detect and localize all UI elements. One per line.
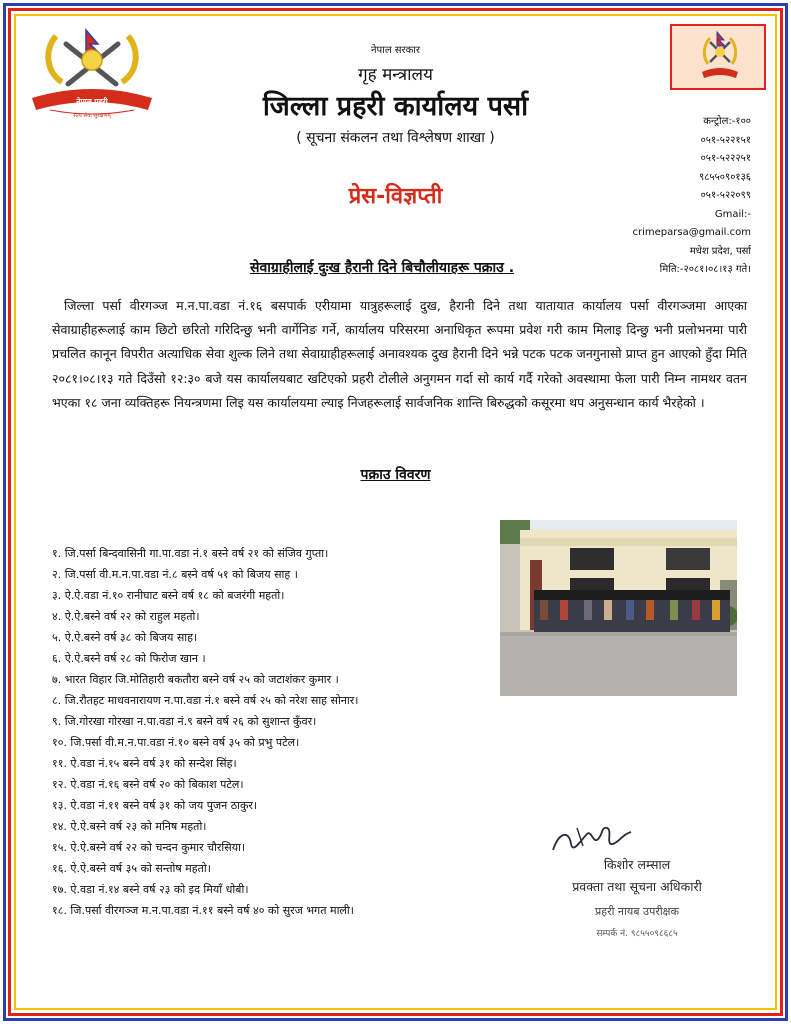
list-item: १४. ऐ.ऐ.बस्ने वर्ष २३ को मनिष महतो। <box>52 820 207 833</box>
email-label: Gmail:- <box>714 208 751 220</box>
ministry-label: गृह मन्त्रालय <box>358 65 433 85</box>
province-label: मधेश प्रदेश, पर्सा <box>689 245 751 257</box>
list-item: २. जि.पर्सा वी.म.न.पा.वडा नं.८ बस्ने वर्ष ५१ को बिजय साह । <box>52 568 298 581</box>
signature-block <box>537 814 737 954</box>
signatory-role: प्रवक्ता तथा सूचना अधिकारी <box>572 879 702 894</box>
signatory-rank: प्रहरी नायब उपरीक्षक <box>594 905 679 918</box>
list-item: १२. ऐ.वडा नं.१६ बस्ने वर्ष २० को बिकाश पटेल। <box>52 778 244 791</box>
list-item: ८. जि.रौतहट माधवनारायण न.पा.वडा नं.१ बस्ने वर्ष २५ को नरेश साह सोनार। <box>52 694 359 707</box>
handwritten-signature <box>547 820 637 860</box>
signatory-phone: सम्पर्क नं. ९८५५०९८६८५ <box>596 929 678 939</box>
list-item: १३. ऐ.वडा नं.११ बस्ने वर्ष ३१ को जय पुजन ठाकुर। <box>52 799 258 812</box>
list-item: ४. ऐ.ऐ.बस्ने वर्ष २२ को राहुल महतो। <box>52 610 200 623</box>
list-item: १०. जि.पर्सा वी.म.न.पा.वडा नं.१० बस्ने वर्ष ३५ को प्रभु पटेल। <box>52 736 300 749</box>
svg-text:नेपाल प्रहरी: नेपाल प्रहरी <box>76 97 108 106</box>
phone-number: ९८५५०९०१३६ <box>699 171 751 183</box>
press-release-title: प्रेस-विज्ञप्ती <box>348 184 443 209</box>
news-headline: सेवाग्राहीलाई दुःख हैरानी दिने बिचौलीयाहरू पक्राउ . <box>250 260 515 276</box>
date-label: मिति:-२०८१।०८।१३ गते। <box>659 264 751 275</box>
list-item: ११. ऐ.वडा नं.१५ बस्ने वर्ष ३१ को सन्देश सिंह। <box>52 757 237 770</box>
list-item: १७. ऐ.वडा नं.१४ बस्ने वर्ष २३ को इद मियाँ धोबी। <box>52 883 249 896</box>
list-item: १६. ऐ.ऐ.बस्ने वर्ष ३५ को सन्तोष महतो। <box>52 862 211 875</box>
government-label: नेपाल सरकार <box>371 45 420 56</box>
phone-number: ०५१-५२२२५१ <box>700 153 751 164</box>
arrest-section-title: पक्राउ विवरण <box>360 467 431 483</box>
svg-text:सत्य सेवा सुरक्षणम्: सत्य सेवा सुरक्षणम् <box>73 113 111 119</box>
list-item: १. जि.पर्सा बिन्दवासिनी गा.पा.वडा नं.१ बस्ने वर्ष २१ को संजिव गुप्ता। <box>52 547 329 560</box>
list-item: ६. ऐ.ऐ.बस्ने वर्ष २८ को फिरोज खान । <box>52 652 206 665</box>
phone-number: ०५१-५२२१५१ <box>700 134 751 146</box>
arrest-group-photo <box>500 520 737 696</box>
control-number: कन्ट्रोल:-१०० <box>703 116 751 127</box>
phone-number: ०५१-५२२०९९ <box>700 190 751 201</box>
list-item: ७. भारत विहार जि.मोतिहारी बकतौरा बस्ने वर्ष २५ को जटाशंकर कुमार । <box>52 673 339 686</box>
office-title: जिल्ला प्रहरी कार्यालय पर्सा <box>262 91 529 122</box>
signatory-name: किशोर लम्साल <box>603 857 671 872</box>
arrest-list <box>52 543 358 921</box>
list-item: १५. ऐ.ऐ.बस्ने वर्ष २२ को चन्दन कुमार चौरसिया। <box>52 841 246 854</box>
list-item: ५. ऐ.ऐ.बस्ने वर्ष ३८ को बिजय साह। <box>52 631 198 644</box>
list-item: ९. जि.गोरखा गोरखा न.पा.वडा नं.९ बस्ने वर्ष २६ को सुशान्त कुँवर। <box>52 715 317 728</box>
list-item: १८. जि.पर्सा वीरगञ्ज म.न.पा.वडा नं.११ बस्ने वर्ष ४० को सुरज भगत माली। <box>52 904 354 917</box>
body-paragraph: जिल्ला पर्सा वीरगञ्ज म.न.पा.वडा नं.१६ बसपार्क एरीयामा यात्रुहरूलाई दुख, हैरानी दिने तथा यातायात कार्यालय पर्सा वीरगञ्जमा आएका सेवाग्राहीहरूलाई काम छिटो छरितो गरिदिन्छु भनी वार्गेनिङ गर्ने, कार्यालय परिसरमा अनाधिकृत रूपमा प्रवेश गरी काम मिलाइ दिन्छु भनी प्रलोभनमा पारी प्रचलित कानून विपरीत अत्याधिक सेवा शुल्क लिने तथा सेवाग्राहीहरूलाई अनावश्यक दुख हैरानी दिने भन्ने पटक पटक जनगुनासो प्राप्त हुन आएको हुँदा मिति २०८१।०८।१३ गते दिउँसो १२:३० बजे यस कार्यालयबाट खटिएको प्रहरी टोलीले अनुगमन गर्दा सो कार्य गर्दै गरेको अवस्थामा फेला पारी निम्न नामथर वतन भएका १८ जना व्यक्तिहरू नियन्त्रणमा लिइ यस कार्यालयमा ल्याइ निजहरूलाई सार्वजनिक शान्ति बिरुद्धको कसूरमा थप अनुसन्धान कार्य भैरहेको । <box>52 298 747 410</box>
branch-label: ( सूचना संकलन तथा विश्लेषण शाखा ) <box>296 130 495 146</box>
email-address: crimeparsa@gmail.com <box>632 227 751 238</box>
list-item: ३. ऐ.ऐ.वडा नं.१० रानीघाट बस्ने वर्ष १८ को बजरंगी महतो। <box>52 589 285 602</box>
